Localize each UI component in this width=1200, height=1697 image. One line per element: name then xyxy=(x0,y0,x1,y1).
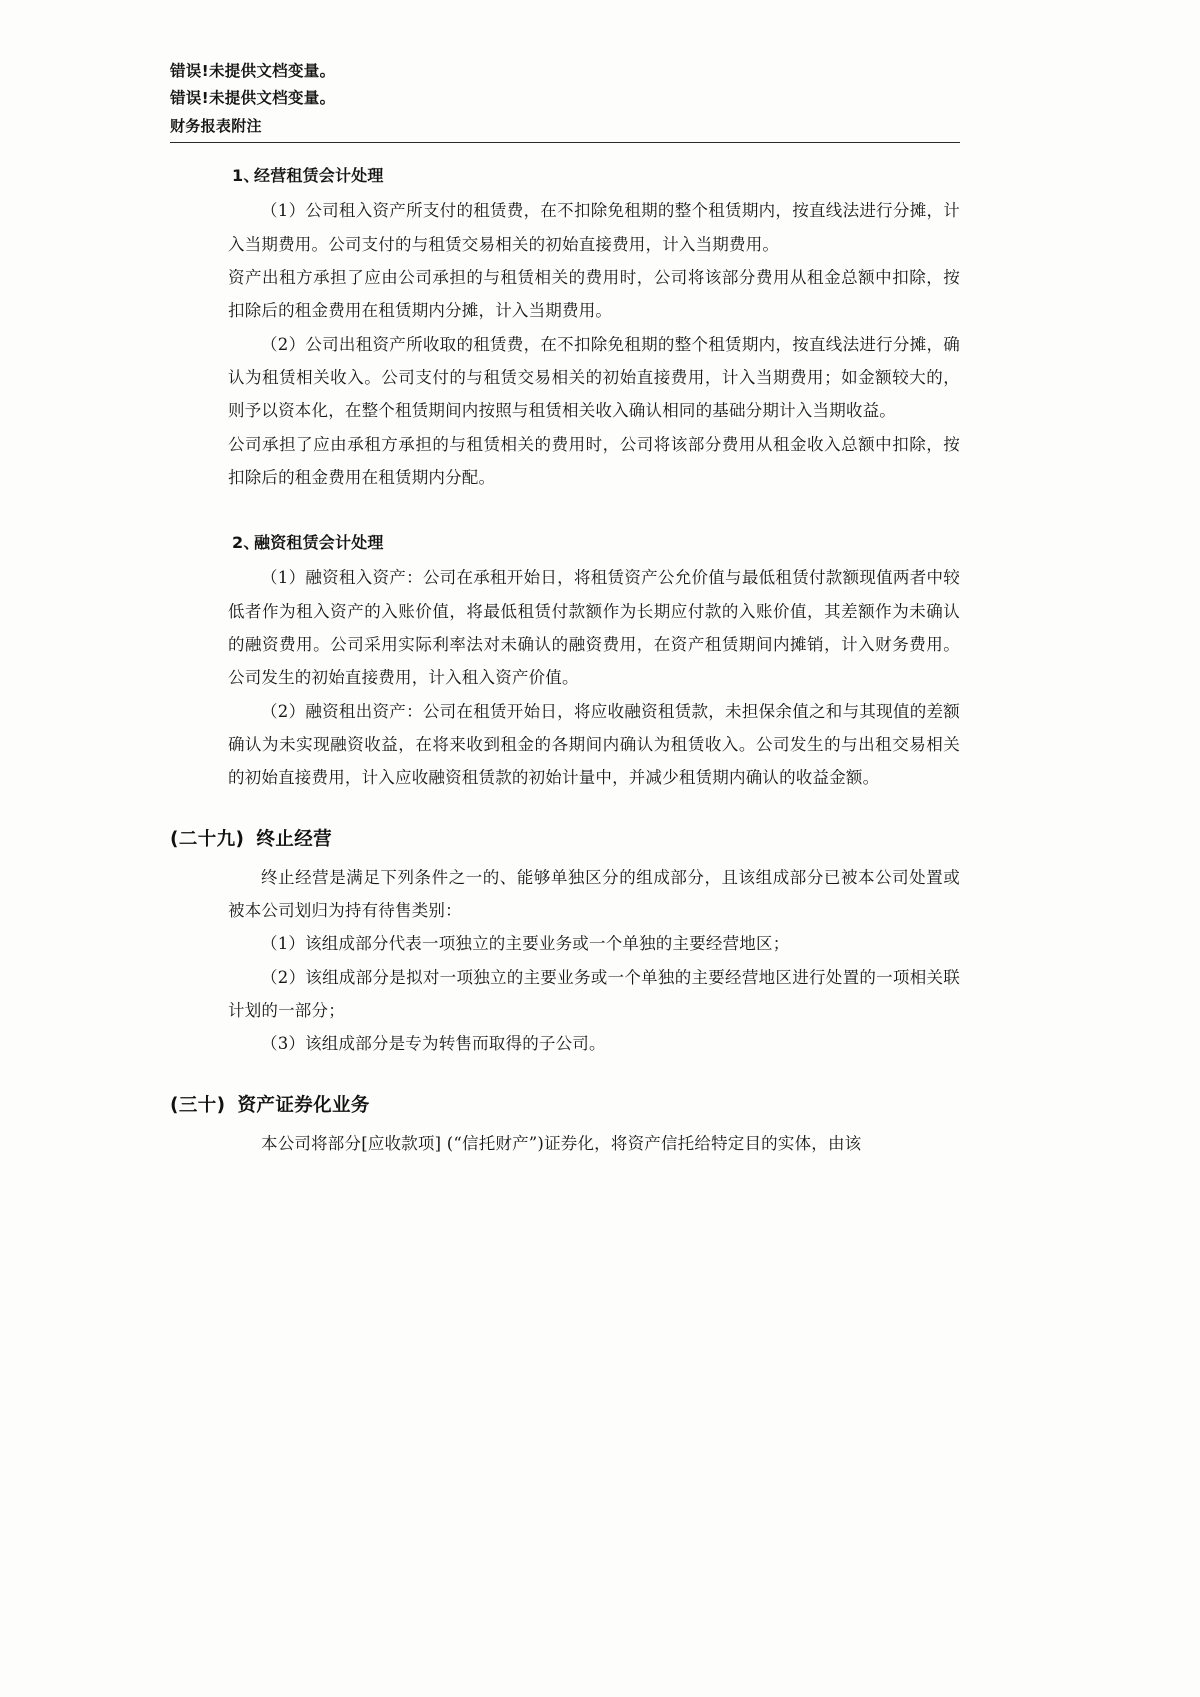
page-header xyxy=(170,58,960,111)
spacer xyxy=(170,494,960,524)
header-subtitle: 财务报表附注 xyxy=(170,117,262,136)
page-content xyxy=(170,58,960,1160)
numbered-heading-2-title: 融资租赁会计处理 xyxy=(254,533,384,553)
paragraph: （1）该组成部分代表一项独立的主要业务或一个单独的主要经营地区； xyxy=(261,934,790,954)
numbered-heading-1 xyxy=(170,163,960,186)
numbered-heading-2 xyxy=(170,530,960,553)
paragraph: 公司承担了应由承租方承担的与租赁相关的费用时，公司将该部分费用从租金收入总额中扣除，按扣除后的租金费用在租赁期内分配。 xyxy=(228,434,960,487)
spacer xyxy=(170,1061,960,1091)
paragraph: （1）融资租入资产：公司在承租开始日，将租赁资产公允价值与最低租赁付款额现值两者中较低者作为租入资产的入账价值，将最低租赁付款额作为长期应付款的入账价值，其差额作为未确认的融资费用。公司采用实际利率法对未确认的融资费用，在资产租赁期间内摊销，计入财务费用。公司发生的初始直接费用，计入租入资产价值。 xyxy=(228,568,960,688)
section-30-label: (三十) xyxy=(170,1094,226,1116)
section-30-title: 资产证券化业务 xyxy=(237,1094,370,1116)
header-line-2: 错误!未提供文档变量。 xyxy=(170,88,336,107)
header-line-1: 错误!未提供文档变量。 xyxy=(170,62,336,80)
spacer xyxy=(170,795,960,825)
paragraph: （1）公司租入资产所支付的租赁费，在不扣除免租期的整个租赁期内，按直线法进行分摊，计入当期费用。公司支付的与租赁交易相关的初始直接费用，计入当期费用。 xyxy=(228,201,960,254)
section-heading-30 xyxy=(170,1091,960,1117)
paragraph: （2）融资租出资产：公司在租赁开始日，将应收融资租赁款，未担保余值之和与其现值的差额确认为未实现融资收益，在将来收到租金的各期间内确认为租赁收入。公司发生的与出租交易相关的初始直接费用，计入应收融资租赁款的初始计量中，并减少租赁期内确认的收益金额。 xyxy=(228,701,960,788)
numbered-heading-2-index: 2、 xyxy=(232,533,260,553)
paragraph: 本公司将部分[应收款项] (“信托财产”)证券化，将资产信托给特定目的实体，由该 xyxy=(261,1133,862,1153)
numbered-heading-1-title: 经营租赁会计处理 xyxy=(254,166,384,186)
section-29-label: (二十九) xyxy=(170,828,245,850)
paragraph: （3）该组成部分是专为转售而取得的子公司。 xyxy=(261,1034,606,1054)
paragraph: 资产出租方承担了应由公司承担的与租赁相关的费用时，公司将该部分费用从租金总额中扣除，按扣除后的租金费用在租赁期内分摊，计入当期费用。 xyxy=(228,267,960,321)
paragraph: （2）该组成部分是拟对一项独立的主要业务或一个单独的主要经营地区进行处置的一项相关联计划的一部分； xyxy=(228,967,960,1020)
paragraph: 终止经营是满足下列条件之一的、能够单独区分的组成部分，且该组成部分已被本公司处置或被本公司划归为持有待售类别： xyxy=(228,867,960,920)
numbered-heading-1-index: 1、 xyxy=(232,166,260,186)
section-29-title: 终止经营 xyxy=(256,828,333,850)
section-heading-29 xyxy=(170,825,960,851)
header-divider xyxy=(170,142,960,143)
paragraph: （2）公司出租资产所收取的租赁费，在不扣除免租期的整个租赁期内，按直线法进行分摊，确认为租赁相关收入。公司支付的与租赁交易相关的初始直接费用，计入当期费用；如金额较大的，则予以资本化，在整个租赁期间内按照与租赁相关收入确认相同的基础分期计入当期收益。 xyxy=(228,334,960,421)
